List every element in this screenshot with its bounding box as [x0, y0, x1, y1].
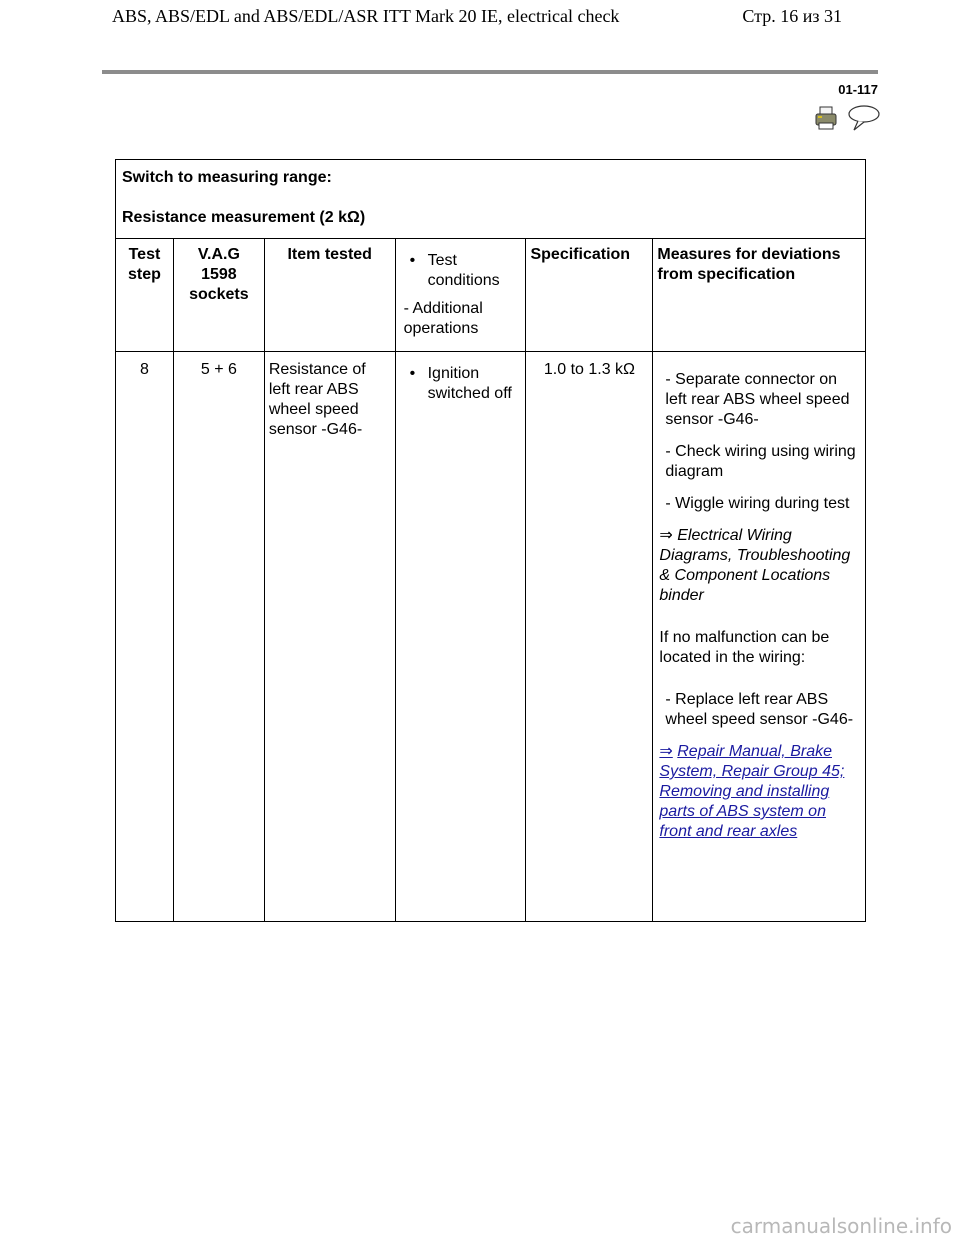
header-item-tested: Item tested [264, 239, 395, 352]
cell-test-step: 8 [116, 352, 174, 922]
cell-measures [653, 352, 866, 922]
range-value: Resistance measurement (2 kΩ) [122, 209, 366, 226]
conditions-bullet-text: Test conditions [427, 252, 500, 289]
toolbar-icons [814, 104, 884, 134]
speech-bubble-icon[interactable] [849, 106, 879, 130]
header-test-step: Test step [116, 239, 174, 352]
arrow-icon: ⇒ [659, 527, 673, 544]
measure-check-wiring: - Check wiring using wiring diagram [665, 443, 856, 480]
table-row [116, 352, 866, 922]
bullet-icon: • [409, 252, 416, 269]
arrow-icon: ⇒ [659, 743, 673, 760]
measure-no-malfunction: If no malfunction can be located in the wiring: [659, 629, 830, 666]
conditions-plain-text: - Additional operations [403, 300, 483, 337]
header-vag-sockets: V.A.G 1598 sockets [173, 239, 264, 352]
repair-manual-link[interactable] [659, 742, 861, 842]
repair-manual-link-text[interactable]: Repair Manual, Brake System, Repair Group 45; Removing and installing parts of ABS system on front and rear axles [659, 743, 845, 840]
measure-replace-sensor: - Replace left rear ABS wheel speed sensor -G46- [665, 691, 854, 728]
watermark: carmanualsonline.info [730, 1214, 952, 1238]
printer-icon[interactable] [816, 107, 836, 129]
cell-conditions [395, 352, 526, 922]
condition-bullet [410, 364, 522, 404]
measuring-range-cell [116, 160, 866, 239]
header-specification: Specification [526, 239, 653, 352]
wiring-reference-text: Electrical Wiring Diagrams, Troubleshooting & Component Locations binder [659, 527, 851, 604]
conditions-bullet [410, 251, 522, 291]
cell-specification: 1.0 to 1.3 kΩ [526, 352, 653, 922]
page-counter: Стр. 16 из 31 [742, 6, 842, 26]
header-measures: Measures for deviations from specification [653, 239, 866, 352]
cell-sockets: 5 + 6 [173, 352, 264, 922]
bullet-icon: • [409, 365, 416, 382]
document-number: 01-117 [838, 82, 878, 97]
wiring-diagram-reference [659, 526, 861, 606]
header-rule [102, 70, 878, 74]
range-instruction: Switch to measuring range: [122, 169, 332, 186]
condition-text: Ignition switched off [427, 365, 512, 402]
cell-item-tested: Resistance of left rear ABS wheel speed sensor -G46- [264, 352, 395, 922]
header-conditions [395, 239, 526, 352]
measurement-table [115, 159, 866, 922]
document-title: ABS, ABS/EDL and ABS/EDL/ASR ITT Mark 20 IE, electrical check [112, 6, 620, 26]
header-row [116, 239, 866, 352]
range-row [116, 160, 866, 239]
measure-separate-connector: - Separate connector on left rear ABS wheel speed sensor -G46- [665, 371, 850, 428]
measure-wiggle-wiring: - Wiggle wiring during test [665, 495, 850, 512]
